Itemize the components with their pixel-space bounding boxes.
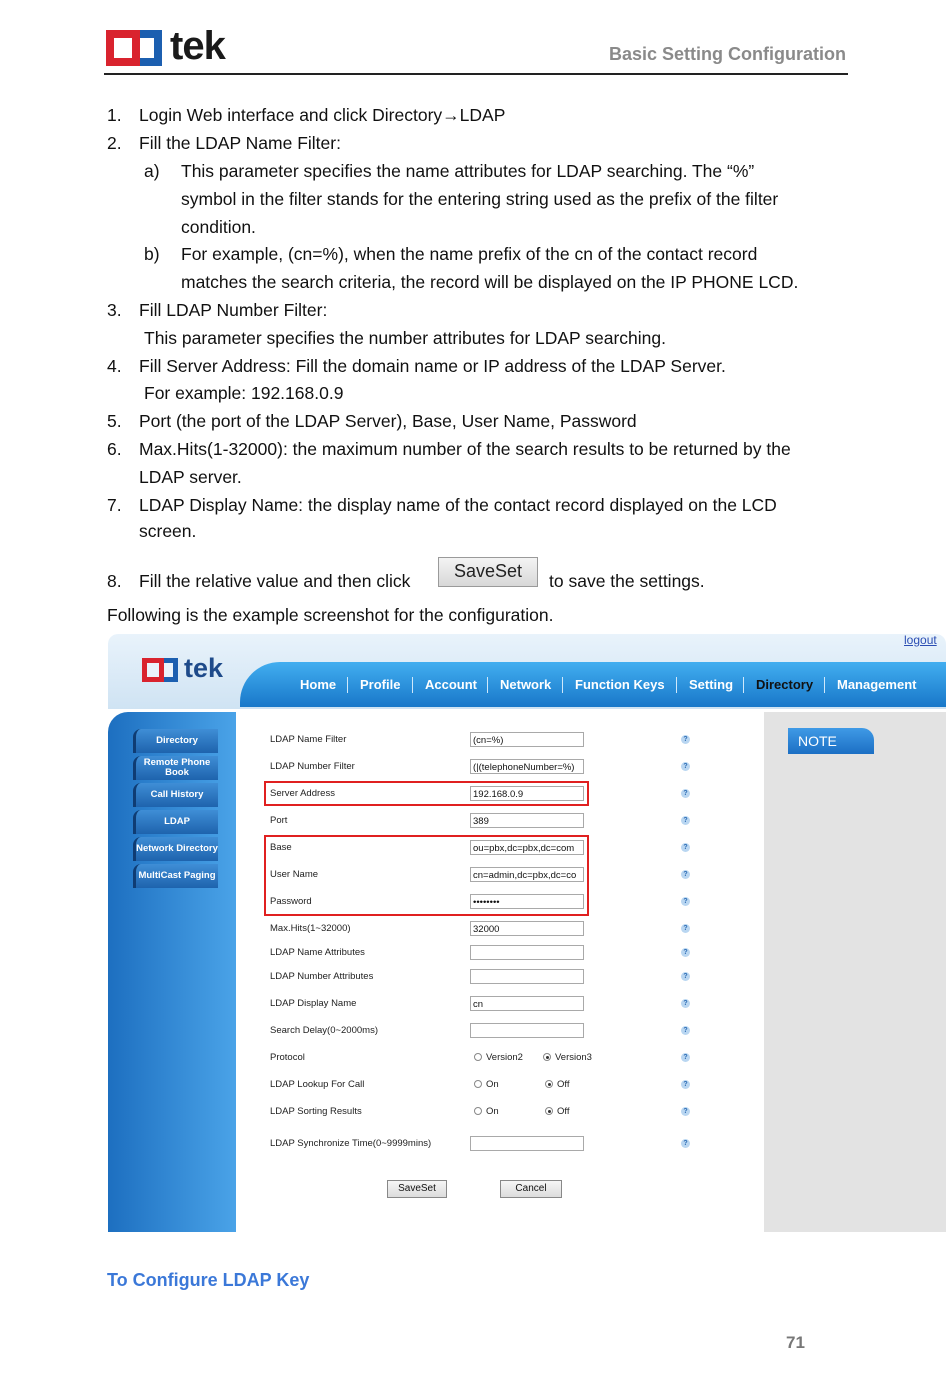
field-label: LDAP Lookup For Call — [270, 1079, 365, 1090]
field-label: LDAP Synchronize Time(0~9999mins) — [270, 1138, 432, 1149]
field-label: LDAP Name Attributes — [270, 947, 365, 958]
help-icon[interactable]: ? — [681, 843, 690, 852]
help-icon[interactable]: ? — [681, 972, 690, 981]
sorting-on-radio[interactable] — [474, 1107, 482, 1115]
substep-label: a) — [144, 161, 160, 181]
ldap-number-attributes-input[interactable] — [470, 969, 584, 984]
field-label: LDAP Number Filter — [270, 761, 355, 772]
sync-time-input[interactable] — [470, 1136, 584, 1151]
ldap-name-filter-input[interactable]: (cn=%) — [470, 732, 584, 747]
page-header-title: Basic Setting Configuration — [608, 44, 846, 64]
nav-home[interactable]: Home — [300, 677, 337, 692]
ldap-display-name-input[interactable]: cn — [470, 996, 584, 1011]
password-input[interactable]: •••••••• — [470, 894, 584, 909]
page-number: 71 — [786, 1333, 805, 1352]
section-heading: To Configure LDAP Key — [107, 1270, 310, 1290]
step-text: Fill LDAP Number Filter: — [139, 300, 328, 320]
protocol-version2-radio[interactable] — [474, 1053, 482, 1061]
substep-text: This parameter specifies the name attributes for LDAP searching. The “%” — [181, 161, 755, 181]
radio-label: On — [486, 1079, 499, 1090]
field-label: LDAP Number Attributes — [270, 971, 374, 982]
field-label: LDAP Sorting Results — [270, 1106, 362, 1117]
step-number: 2. — [107, 133, 122, 153]
step-text: LDAP server. — [139, 467, 242, 487]
field-label: Port — [270, 815, 288, 826]
field-label: Search Delay(0~2000ms) — [270, 1025, 378, 1036]
field-label: Password — [270, 896, 312, 907]
step-text: Fill the LDAP Name Filter: — [139, 133, 341, 153]
step-number: 8. — [107, 571, 122, 591]
search-delay-input[interactable] — [470, 1023, 584, 1038]
nav-separator — [487, 677, 488, 693]
logo-blue-block — [140, 30, 162, 66]
header-divider — [104, 73, 848, 75]
protocol-version3-radio[interactable] — [543, 1053, 551, 1061]
step-text: For example: 192.168.0.9 — [144, 383, 344, 403]
field-label: Protocol — [270, 1052, 305, 1063]
substep-text: For example, (cn=%), when the name prefix of the cn of the contact record — [181, 244, 758, 264]
nav-separator — [412, 677, 413, 693]
field-label: User Name — [270, 869, 319, 880]
nav-profile[interactable]: Profile — [360, 677, 401, 692]
radio-label: Off — [557, 1106, 570, 1117]
step-text: Port (the port of the LDAP Server), Base, User Name, Password — [139, 411, 637, 431]
help-icon[interactable]: ? — [681, 999, 690, 1008]
htek-logo — [106, 24, 268, 70]
substep-label: b) — [144, 244, 160, 264]
port-input[interactable]: 389 — [470, 813, 584, 828]
nav-account[interactable]: Account — [425, 677, 477, 692]
help-icon[interactable]: ? — [681, 1026, 690, 1035]
nav-network[interactable]: Network — [500, 677, 552, 692]
help-icon[interactable]: ? — [681, 762, 690, 771]
user-name-input[interactable]: cn=admin,dc=pbx,dc=co — [470, 867, 584, 882]
field-label: Max.Hits(1~32000) — [270, 923, 351, 934]
nav-separator — [676, 677, 677, 693]
sidebar-item-ldap[interactable]: LDAP — [133, 810, 218, 834]
step-text: This parameter specifies the number attributes for LDAP searching. — [144, 328, 667, 348]
sorting-off-radio[interactable] — [545, 1107, 553, 1115]
step-text: Fill the relative value and then click — [139, 571, 411, 591]
step-number: 7. — [107, 495, 122, 515]
field-label: LDAP Name Filter — [270, 734, 347, 745]
cancel-button[interactable]: Cancel — [500, 1180, 562, 1198]
logo-red-block — [106, 30, 140, 66]
substep-text: matches the search criteria, the record will be displayed on the IP PHONE LCD. — [181, 272, 799, 292]
sidebar-item-directory[interactable]: Directory — [133, 729, 218, 753]
field-label: Server Address — [270, 788, 335, 799]
max-hits-input[interactable]: 32000 — [470, 921, 584, 936]
help-icon[interactable]: ? — [681, 948, 690, 957]
sidebar-item-remote-phone-book[interactable]: Remote Phone Book — [133, 756, 218, 780]
nav-function-keys[interactable]: Function Keys — [575, 677, 665, 692]
help-icon[interactable]: ? — [681, 870, 690, 879]
web-ui-logo-text: tek — [184, 653, 224, 683]
step-text: Login Web interface and click Directory→LDAP — [139, 105, 506, 125]
help-icon[interactable]: ? — [681, 1080, 690, 1089]
step-number: 5. — [107, 411, 122, 431]
saveset-button[interactable]: SaveSet — [387, 1180, 447, 1198]
highlight-server-address — [264, 781, 589, 806]
nav-setting[interactable]: Setting — [689, 677, 734, 692]
nav-directory[interactable]: Directory — [756, 677, 814, 692]
step-text: to save the settings. — [549, 571, 705, 591]
radio-label: On — [486, 1106, 499, 1117]
step-number: 6. — [107, 439, 122, 459]
highlight-credentials — [264, 835, 589, 916]
step-text: Max.Hits(1-32000): the maximum number of the search results to be returned by the — [139, 439, 791, 459]
ldap-name-attributes-input[interactable] — [470, 945, 584, 960]
nav-separator — [824, 677, 825, 693]
step-number: 4. — [107, 356, 122, 376]
sidebar-item-multicast-paging[interactable]: MultiCast Paging — [133, 864, 218, 888]
step-text: LDAP Display Name: the display name of the contact record displayed on the LCD — [139, 495, 777, 515]
caption-text: Following is the example screenshot for the configuration. — [107, 605, 554, 625]
radio-label: Version3 — [555, 1052, 592, 1063]
help-icon[interactable]: ? — [681, 924, 690, 933]
lookup-on-radio[interactable] — [474, 1080, 482, 1088]
step-text: screen. — [139, 521, 197, 541]
help-icon[interactable]: ? — [681, 1139, 690, 1148]
help-icon[interactable]: ? — [681, 897, 690, 906]
nav-separator — [562, 677, 563, 693]
field-label: Base — [270, 842, 292, 853]
server-address-input[interactable]: 192.168.0.9 — [470, 786, 584, 801]
field-label: LDAP Display Name — [270, 998, 357, 1009]
logout-link[interactable]: logout — [904, 633, 937, 647]
nav-separator — [743, 677, 744, 693]
sidebar-item-network-directory[interactable]: Network Directory — [133, 837, 218, 861]
help-icon[interactable]: ? — [681, 1053, 690, 1062]
substep-text: symbol in the filter stands for the entering string used as the prefix of the filter — [181, 189, 779, 209]
note-panel — [764, 712, 946, 1232]
help-icon[interactable]: ? — [681, 1107, 690, 1116]
base-input[interactable]: ou=pbx,dc=pbx,dc=com — [470, 840, 584, 855]
web-ui-logo — [142, 653, 252, 686]
logo-text: tek — [170, 24, 225, 68]
note-tab: NOTE — [788, 728, 874, 754]
step-number: 3. — [107, 300, 122, 320]
saveset-button-illustration: SaveSet — [438, 557, 538, 587]
nav-separator — [347, 677, 348, 693]
ldap-number-filter-input[interactable]: (|(telephoneNumber=%) — [470, 759, 584, 774]
help-icon[interactable]: ? — [681, 735, 690, 744]
substep-text: condition. — [181, 217, 256, 237]
sidebar-item-call-history[interactable]: Call History — [133, 783, 218, 807]
step-number: 1. — [107, 105, 122, 125]
step-text: Fill Server Address: Fill the domain name or IP address of the LDAP Server. — [139, 356, 726, 376]
radio-label: Off — [557, 1079, 570, 1090]
nav-management[interactable]: Management — [837, 677, 917, 692]
radio-label: Version2 — [486, 1052, 523, 1063]
help-icon[interactable]: ? — [681, 816, 690, 825]
lookup-off-radio[interactable] — [545, 1080, 553, 1088]
help-icon[interactable]: ? — [681, 789, 690, 798]
